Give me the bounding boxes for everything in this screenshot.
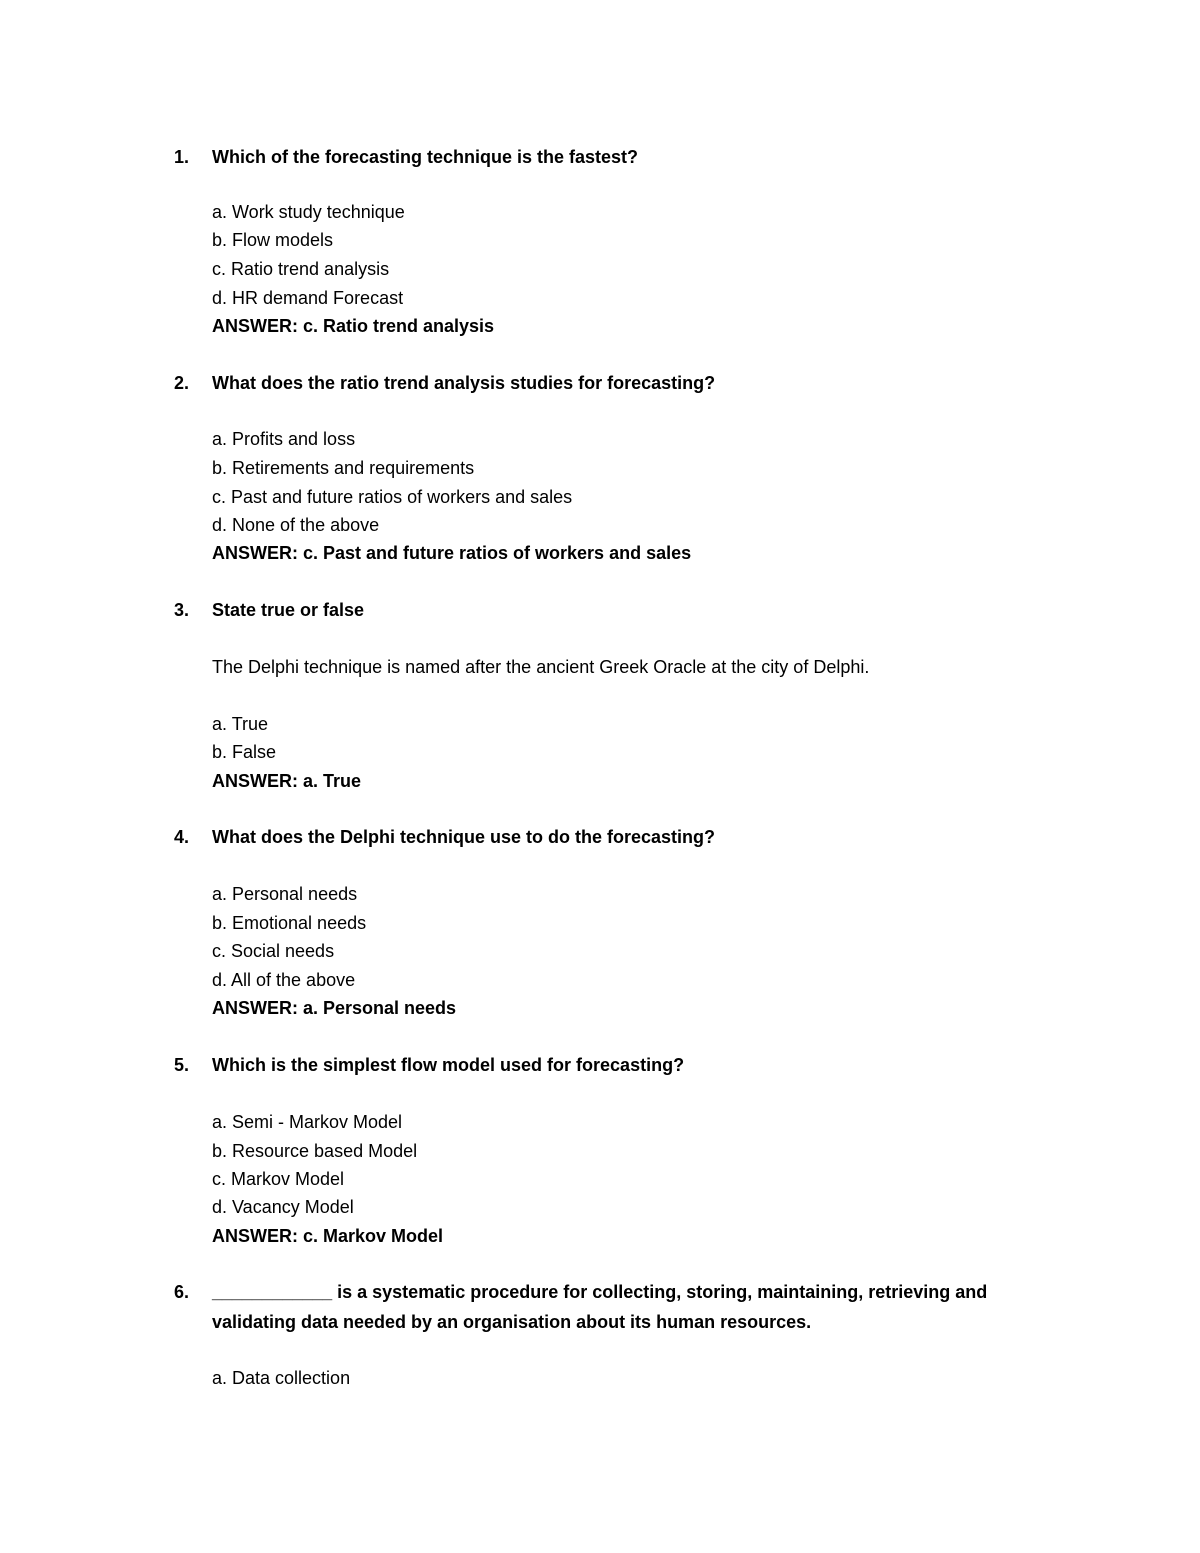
question-1-text: Which of the forecasting technique is the fastest? [212,147,639,167]
question-6-text-line-2: validating data needed by an organisation about its human resources. [212,1312,812,1332]
question-2-option-d: d. None of the above [212,515,380,535]
question-2-option-c: c. Past and future ratios of workers and sales [212,487,573,507]
question-6-number: 6. [174,1282,190,1302]
question-5-number: 5. [174,1055,190,1075]
question-1-option-c: c. Ratio trend analysis [212,259,390,279]
question-3-option-a: a. True [212,714,269,734]
question-4-text: What does the Delphi technique use to do the forecasting? [212,827,716,847]
question-3-answer: ANSWER: a. True [212,771,362,791]
question-1-answer: ANSWER: c. Ratio trend analysis [212,316,495,336]
question-1-option-a: a. Work study technique [212,202,405,222]
question-1-option-b: b. Flow models [212,230,334,250]
question-1-option-d: d. HR demand Forecast [212,288,404,308]
question-5-text: Which is the simplest flow model used for forecasting? [212,1055,685,1075]
question-5-option-b: b. Resource based Model [212,1141,418,1161]
question-6-option-a: a. Data collection [212,1368,351,1388]
question-3-statement: The Delphi technique is named after the ancient Greek Oracle at the city of Delphi. [212,657,870,677]
question-4-option-c: c. Social needs [212,941,335,961]
question-1-number: 1. [174,147,190,167]
question-5-option-c: c. Markov Model [212,1169,345,1189]
question-4-option-a: a. Personal needs [212,884,358,904]
question-2-answer: ANSWER: c. Past and future ratios of workers and sales [212,543,692,563]
question-5-option-a: a. Semi - Markov Model [212,1112,403,1132]
question-2-option-a: a. Profits and loss [212,429,356,449]
question-2-option-b: b. Retirements and requirements [212,458,475,478]
question-3-option-b: b. False [212,742,277,762]
question-5-option-d: d. Vacancy Model [212,1197,354,1217]
question-3-number: 3. [174,600,190,620]
question-5-answer: ANSWER: c. Markov Model [212,1226,444,1246]
question-2-number: 2. [174,373,190,393]
question-3-text: State true or false [212,600,365,620]
question-4-number: 4. [174,827,190,847]
question-6-text-line-1: ____________ is a systematic procedure for collecting, storing, maintaining, retrieving and [212,1282,988,1302]
question-2-text: What does the ratio trend analysis studies for forecasting? [212,373,716,393]
question-4-option-b: b. Emotional needs [212,913,367,933]
question-4-option-d: d. All of the above [212,970,356,990]
question-4-answer: ANSWER: a. Personal needs [212,998,457,1018]
